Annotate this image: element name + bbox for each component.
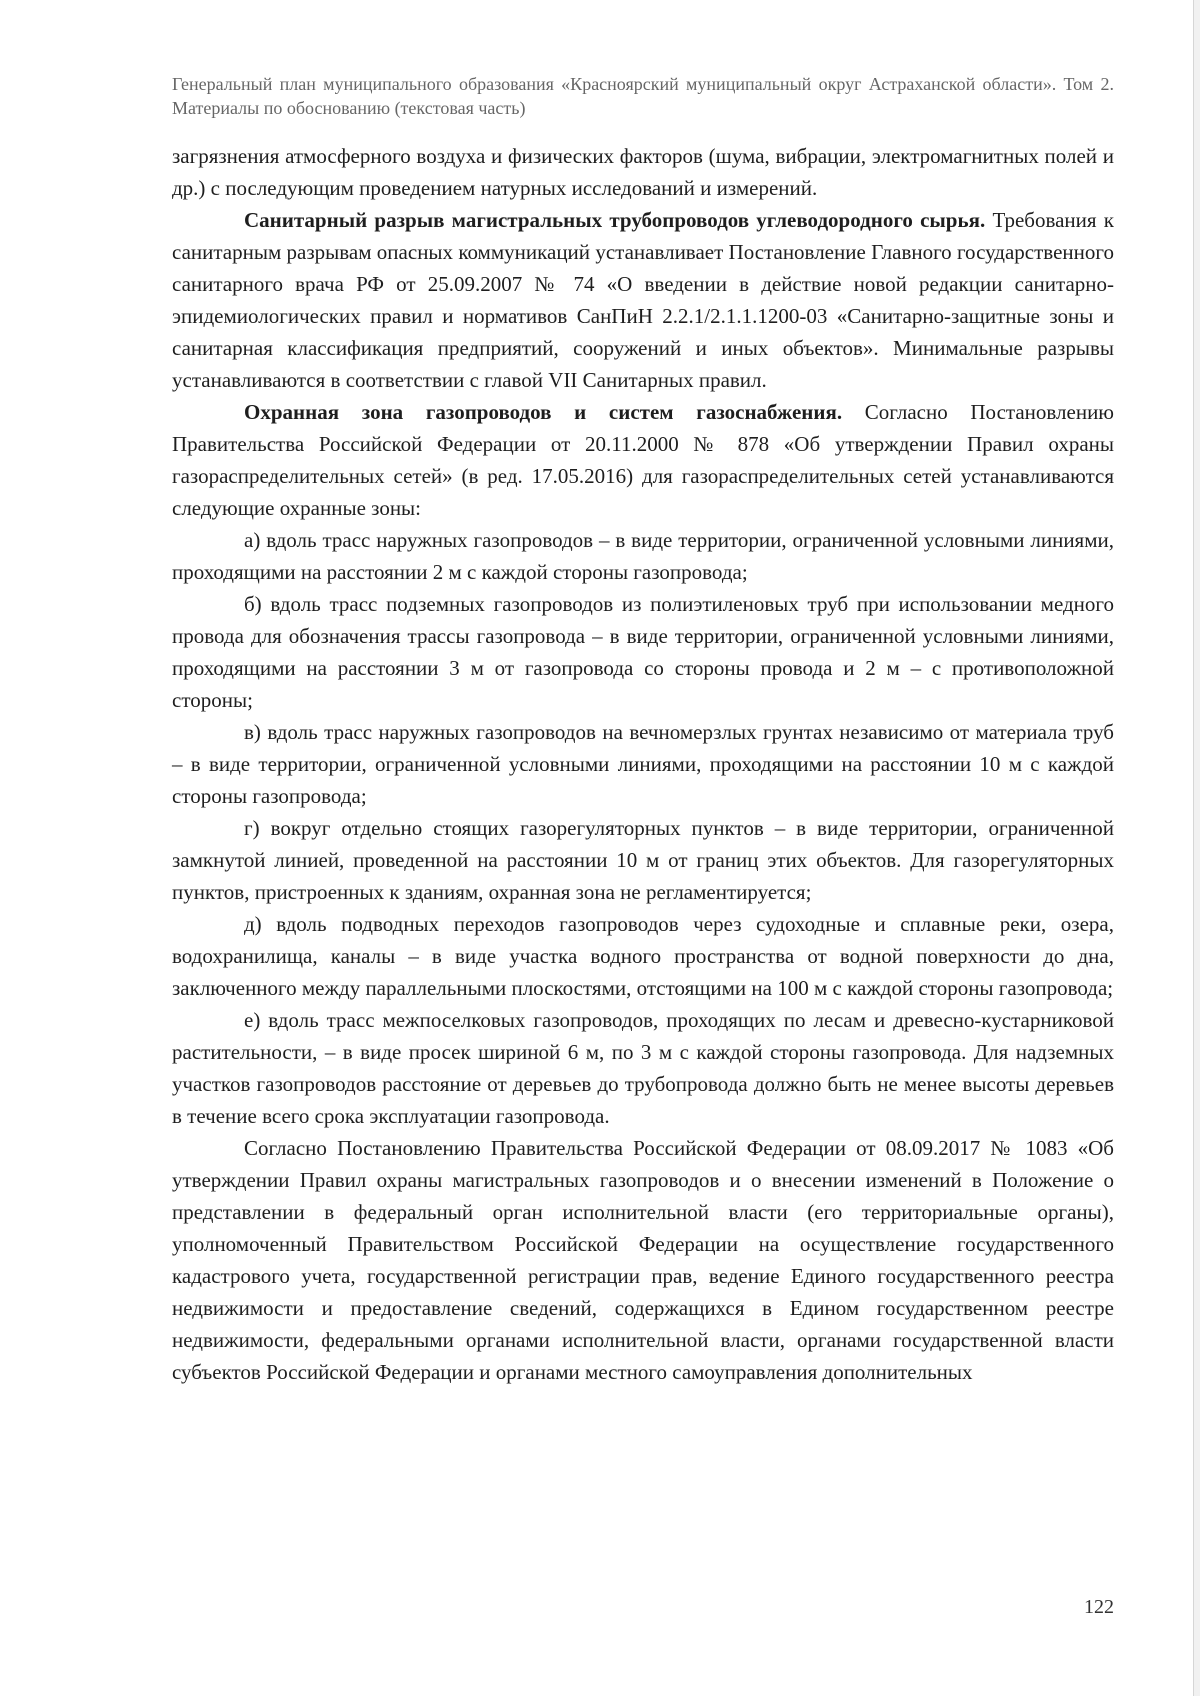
paragraph-continuation [172,140,1114,204]
running-header: Генеральный план муниципального образования «Красноярский муниципальный округ Астраханской области». Том 2. Материалы по обоснованию (текстовая часть) [172,74,1114,118]
paragraph-text: Согласно Постановлению Правительства Российской Федерации от 20.11.2000 № 878 «Об утверждении Правил охраны газораспределительных сетей» (в ред. 17.05.2016) для газораспределительных сетей устанавливаются следующие охранные зоны: [172,400,1114,520]
paragraph-text: Согласно Постановлению Правительства Российской Федерации от 08.09.2017 № 1083 «Об утверждении Правил охраны магистральных газопроводов и о внесении изменений в Положение о представлении в федеральный орган исполнительной власти (его территориальные органы), уполномоченный Правительством Российской Федерации на осуществление государственного кадастрового учета, государственной регистрации прав, ведение Единого государственного реестра недвижимости и предоставление сведений, содержащихся в Едином государственном реестре недвижимости, федеральными органами исполнительной власти, органами государственной власти субъектов Российской Федерации и органами местного самоуправления дополнительных [172,1136,1114,1384]
list-item-e [172,1004,1114,1132]
list-item-text: а) вдоль трасс наружных газопроводов – в виде территории, ограниченной условными линиями, проходящими на расстоянии 2 м с каждой стороны газопровода; [172,528,1114,584]
list-item-d [172,908,1114,1004]
list-item-text: в) вдоль трасс наружных газопроводов на вечномерзлых грунтах независимо от материала труб – в виде территории, ограниченной условными линиями, проходящими на расстоянии 10 м с каждой стороны газопровода; [172,720,1114,808]
list-item-a [172,524,1114,588]
page-number: 122 [1084,1596,1114,1618]
list-item-b [172,588,1114,716]
paragraph-sanitary-gap [172,204,1114,396]
section-heading-gas-protection-zone: Охранная зона газопроводов и систем газоснабжения. [244,400,843,424]
page-edge [1193,0,1200,1696]
list-item-text: б) вдоль трасс подземных газопроводов из полиэтиленовых труб при использовании медного провода для обозначения трассы газопровода – в виде территории, ограниченной условными линиями, проходящими на расстоянии 3 м от газопровода со стороны провода и 2 м – с противоположной стороны; [172,592,1114,712]
paragraph-trunk-pipelines [172,1132,1114,1388]
document-body [172,140,1114,1388]
section-heading-sanitary-gap: Санитарный разрыв магистральных трубопроводов углеводородного сырья. [244,208,986,232]
list-item-g [172,812,1114,908]
paragraph-text: Требования к санитарным разрывам опасных коммуникаций устанавливает Постановление Главного государственного санитарного врача РФ от 25.09.2007 № 74 «О введении в действие новой редакции санитарно-эпидемиологических правил и нормативов СанПиН 2.2.1/2.1.1.1200-03 «Санитарно-защитные зоны и санитарная классификация предприятий, сооружений и иных объектов». Минимальные разрывы устанавливаются в соответствии с главой VII Санитарных правил. [172,208,1114,392]
paragraph-gas-protection-zone [172,396,1114,524]
list-item-text: е) вдоль трасс межпоселковых газопроводов, проходящих по лесам и древесно-кустарниковой растительности, – в виде просек шириной 6 м, по 3 м с каждой стороны газопровода. Для надземных участков газопроводов расстояние от деревьев до трубопровода должно быть не менее высоты деревьев в течение всего срока эксплуатации газопровода. [172,1008,1114,1128]
paragraph-text: загрязнения атмосферного воздуха и физических факторов (шума, вибрации, электромагнитных полей и др.) с последующим проведением натурных исследований и измерений. [172,144,1114,200]
list-item-text: г) вокруг отдельно стоящих газорегуляторных пунктов – в виде территории, ограниченной замкнутой линией, проведенной на расстоянии 10 м от границ этих объектов. Для газорегуляторных пунктов, пристроенных к зданиям, охранная зона не регламентируется; [172,816,1114,904]
list-item-text: д) вдоль подводных переходов газопроводов через судоходные и сплавные реки, озера, водохранилища, каналы – в виде участка водного пространства от водной поверхности до дна, заключенного между параллельными плоскостями, отстоящими на 100 м с каждой стороны газопровода; [172,912,1114,1000]
list-item-v [172,716,1114,812]
